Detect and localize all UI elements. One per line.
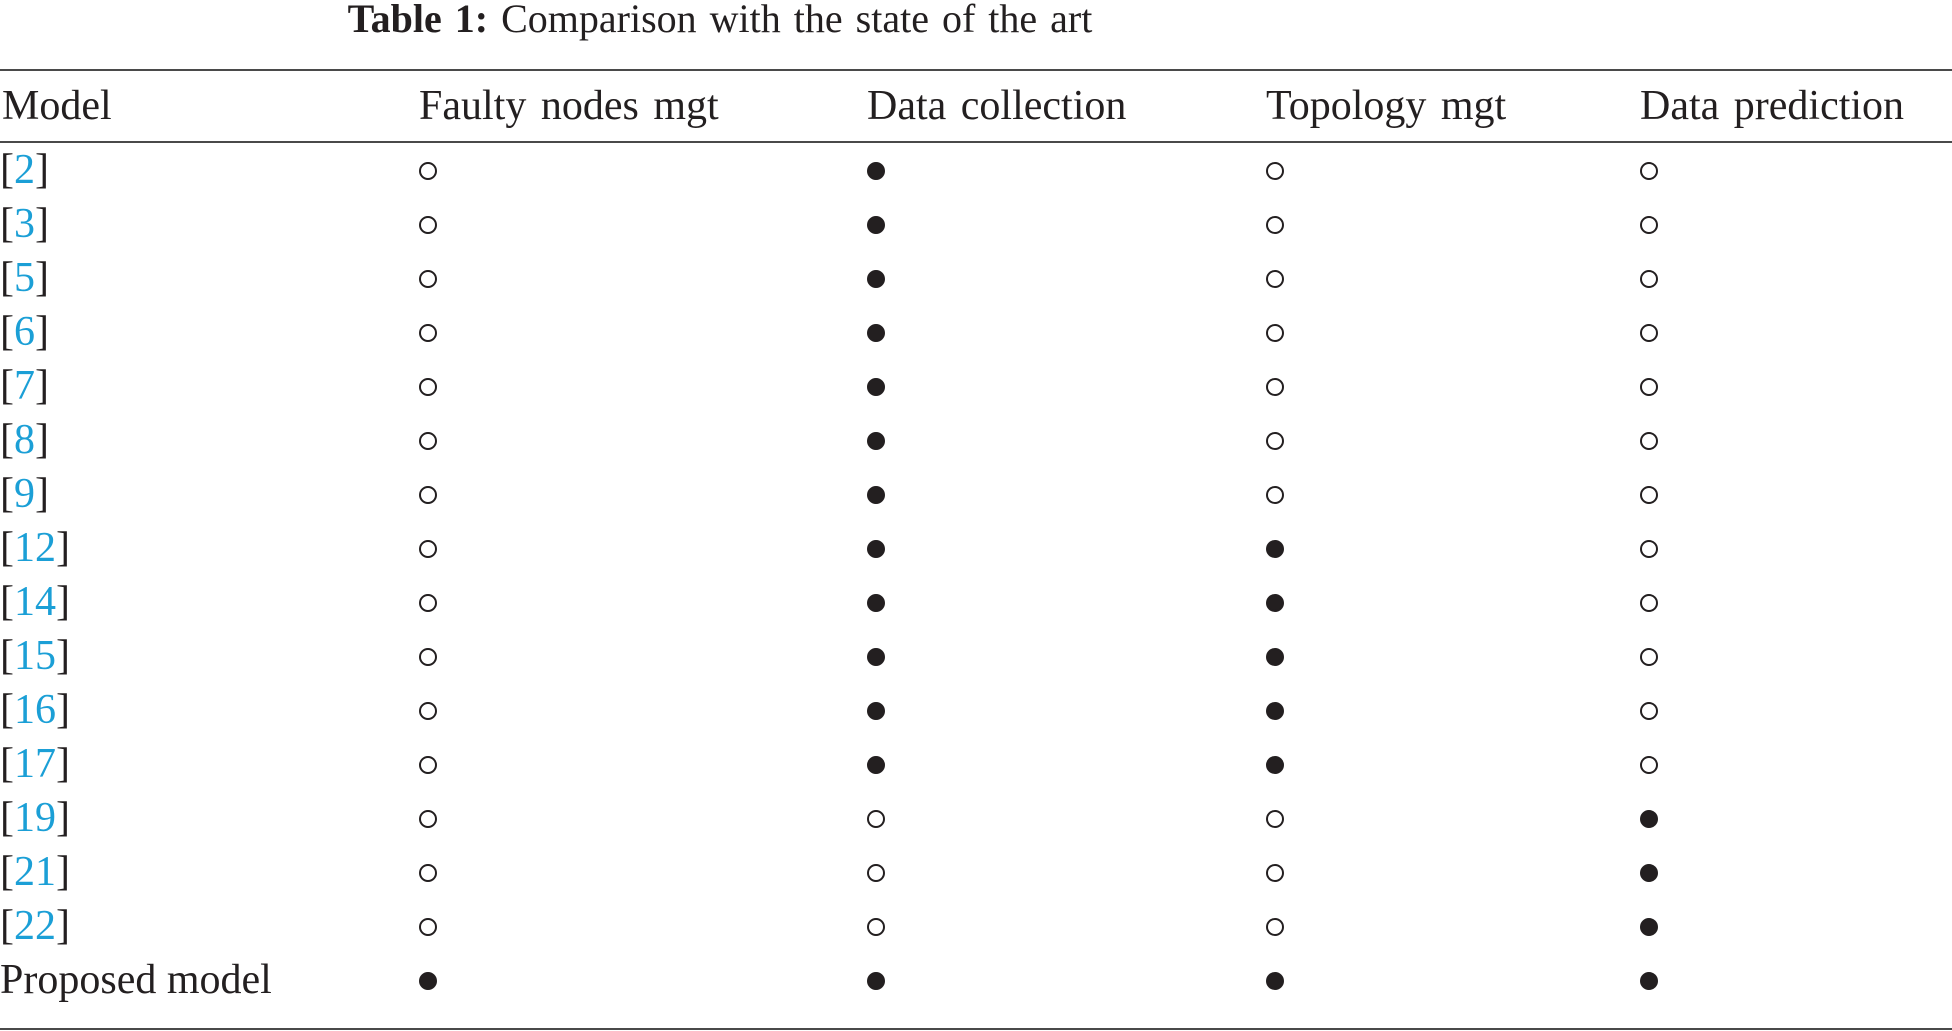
filled-circle-icon — [1266, 702, 1284, 720]
mark-cell — [867, 359, 1266, 413]
mark-cell — [867, 683, 1266, 737]
table-body — [0, 141, 1952, 1007]
open-circle-icon — [1640, 270, 1658, 288]
filled-circle-icon — [1640, 810, 1658, 828]
open-bracket: [ — [0, 579, 14, 625]
close-bracket: ] — [56, 795, 70, 841]
filled-circle-icon — [867, 378, 885, 396]
table-row — [0, 575, 1952, 629]
mark-cell — [419, 737, 867, 791]
filled-circle-icon — [1640, 918, 1658, 936]
open-bracket: [ — [0, 903, 14, 949]
filled-circle-icon — [1640, 864, 1658, 882]
mark-cell — [1266, 737, 1640, 791]
mark-cell — [1640, 251, 1952, 305]
mark-cell — [1266, 305, 1640, 359]
filled-circle-icon — [867, 324, 885, 342]
mark-cell — [419, 359, 867, 413]
mark-cell — [867, 305, 1266, 359]
open-circle-icon — [1640, 324, 1658, 342]
table-row — [0, 737, 1952, 791]
open-bracket: [ — [0, 687, 14, 733]
table-row — [0, 467, 1952, 521]
reference-link[interactable]: 3 — [14, 201, 35, 247]
bottom-rule — [0, 1028, 1952, 1030]
open-circle-icon — [419, 864, 437, 882]
mark-cell — [1640, 413, 1952, 467]
mark-cell — [1266, 413, 1640, 467]
open-circle-icon — [867, 810, 885, 828]
filled-circle-icon — [867, 540, 885, 558]
open-circle-icon — [1266, 378, 1284, 396]
mark-cell — [1640, 953, 1952, 1007]
reference-link[interactable]: 19 — [14, 795, 56, 841]
open-circle-icon — [1266, 162, 1284, 180]
filled-circle-icon — [867, 270, 885, 288]
close-bracket: ] — [35, 147, 49, 193]
filled-circle-icon — [1266, 540, 1284, 558]
table-row — [0, 629, 1952, 683]
open-circle-icon — [1640, 594, 1658, 612]
open-bracket: [ — [0, 417, 14, 463]
mark-cell — [1266, 629, 1640, 683]
table-row — [0, 521, 1952, 575]
caption-label: Table 1: — [347, 0, 489, 41]
filled-circle-icon — [867, 756, 885, 774]
close-bracket: ] — [35, 471, 49, 517]
mark-cell — [1266, 845, 1640, 899]
filled-circle-icon — [867, 648, 885, 666]
mark-cell — [867, 413, 1266, 467]
model-cell — [0, 251, 419, 305]
filled-circle-icon — [1640, 972, 1658, 990]
reference-link[interactable]: 5 — [14, 255, 35, 301]
table-row — [0, 251, 1952, 305]
mark-cell — [419, 791, 867, 845]
open-circle-icon — [419, 540, 437, 558]
mark-cell — [419, 521, 867, 575]
reference-link[interactable]: 8 — [14, 417, 35, 463]
table-row — [0, 683, 1952, 737]
mark-cell — [1266, 683, 1640, 737]
mark-cell — [419, 467, 867, 521]
reference-link[interactable]: 22 — [14, 903, 56, 949]
table-header — [0, 71, 1952, 141]
open-circle-icon — [419, 702, 437, 720]
filled-circle-icon — [867, 216, 885, 234]
mark-cell — [867, 737, 1266, 791]
open-circle-icon — [419, 918, 437, 936]
mark-cell — [1266, 251, 1640, 305]
open-circle-icon — [419, 216, 437, 234]
model-cell — [0, 521, 419, 575]
model-cell — [0, 683, 419, 737]
mark-cell — [1640, 899, 1952, 953]
close-bracket: ] — [56, 849, 70, 895]
open-circle-icon — [1266, 864, 1284, 882]
mark-cell — [1266, 521, 1640, 575]
mark-cell — [1266, 197, 1640, 251]
table-row — [0, 413, 1952, 467]
open-circle-icon — [419, 270, 437, 288]
mark-cell — [867, 791, 1266, 845]
mark-cell — [419, 197, 867, 251]
mark-cell — [419, 575, 867, 629]
open-bracket: [ — [0, 633, 14, 679]
mark-cell — [1266, 359, 1640, 413]
close-bracket: ] — [35, 417, 49, 463]
mark-cell — [1640, 521, 1952, 575]
reference-link[interactable]: 7 — [14, 363, 35, 409]
mark-cell — [1640, 683, 1952, 737]
table-row — [0, 141, 1952, 197]
open-circle-icon — [419, 648, 437, 666]
mark-cell — [867, 899, 1266, 953]
open-bracket: [ — [0, 795, 14, 841]
reference-link[interactable]: 9 — [14, 471, 35, 517]
model-cell — [0, 845, 419, 899]
model-cell — [0, 737, 419, 791]
mark-cell — [1640, 359, 1952, 413]
mark-cell — [867, 629, 1266, 683]
mark-cell — [867, 575, 1266, 629]
open-circle-icon — [1266, 324, 1284, 342]
header-topology-mgt: Topology mgt — [1266, 83, 1507, 129]
open-circle-icon — [419, 594, 437, 612]
model-cell — [0, 953, 419, 1007]
caption-text: Comparison with the state of the art — [501, 0, 1093, 41]
mark-cell — [1266, 899, 1640, 953]
open-bracket: [ — [0, 255, 14, 301]
model-cell — [0, 575, 419, 629]
open-bracket: [ — [0, 201, 14, 247]
open-circle-icon — [1640, 702, 1658, 720]
header-faulty-nodes-mgt: Faulty nodes mgt — [419, 83, 719, 129]
header-model: Model — [2, 83, 112, 129]
open-circle-icon — [1266, 432, 1284, 450]
open-circle-icon — [1266, 216, 1284, 234]
open-circle-icon — [867, 864, 885, 882]
table-row — [0, 305, 1952, 359]
mark-cell — [419, 413, 867, 467]
table-caption — [0, 0, 1440, 40]
filled-circle-icon — [867, 486, 885, 504]
filled-circle-icon — [1266, 972, 1284, 990]
open-circle-icon — [1640, 756, 1658, 774]
mark-cell — [867, 845, 1266, 899]
comparison-table — [0, 71, 1952, 1007]
open-bracket: [ — [0, 471, 14, 517]
mark-cell — [1266, 953, 1640, 1007]
mark-cell — [1640, 141, 1952, 197]
reference-link[interactable]: 6 — [14, 309, 35, 355]
mark-cell — [867, 251, 1266, 305]
close-bracket: ] — [56, 687, 70, 733]
mark-cell — [1266, 575, 1640, 629]
mark-cell — [867, 521, 1266, 575]
mark-cell — [1640, 305, 1952, 359]
reference-link[interactable]: 12 — [14, 525, 56, 571]
open-circle-icon — [419, 486, 437, 504]
open-circle-icon — [419, 378, 437, 396]
close-bracket: ] — [56, 525, 70, 571]
open-circle-icon — [1266, 486, 1284, 504]
model-cell — [0, 629, 419, 683]
table-row — [0, 791, 1952, 845]
mark-cell — [419, 683, 867, 737]
close-bracket: ] — [35, 201, 49, 247]
open-circle-icon — [419, 432, 437, 450]
open-circle-icon — [1640, 432, 1658, 450]
model-cell — [0, 197, 419, 251]
open-circle-icon — [1266, 918, 1284, 936]
close-bracket: ] — [35, 363, 49, 409]
filled-circle-icon — [419, 972, 437, 990]
open-bracket: [ — [0, 363, 14, 409]
close-bracket: ] — [56, 903, 70, 949]
header-row — [0, 71, 1952, 141]
open-circle-icon — [1640, 486, 1658, 504]
filled-circle-icon — [867, 162, 885, 180]
open-circle-icon — [1640, 216, 1658, 234]
mark-cell — [419, 305, 867, 359]
reference-link[interactable]: 21 — [14, 849, 56, 895]
mark-cell — [867, 953, 1266, 1007]
table-row — [0, 899, 1952, 953]
close-bracket: ] — [35, 309, 49, 355]
mark-cell — [867, 141, 1266, 197]
mark-cell — [867, 467, 1266, 521]
open-circle-icon — [1640, 378, 1658, 396]
open-circle-icon — [867, 918, 885, 936]
table-row — [0, 953, 1952, 1007]
open-circle-icon — [1640, 648, 1658, 666]
close-bracket: ] — [56, 741, 70, 787]
filled-circle-icon — [867, 702, 885, 720]
open-bracket: [ — [0, 147, 14, 193]
open-bracket: [ — [0, 525, 14, 571]
mark-cell — [1266, 467, 1640, 521]
reference-link[interactable]: 2 — [14, 147, 35, 193]
mark-cell — [1640, 629, 1952, 683]
table-row — [0, 845, 1952, 899]
open-circle-icon — [419, 324, 437, 342]
mark-cell — [1640, 737, 1952, 791]
open-circle-icon — [419, 162, 437, 180]
mark-cell — [419, 845, 867, 899]
reference-link[interactable]: 17 — [14, 741, 56, 787]
filled-circle-icon — [867, 594, 885, 612]
mark-cell — [1266, 791, 1640, 845]
open-circle-icon — [419, 810, 437, 828]
filled-circle-icon — [1266, 594, 1284, 612]
mark-cell — [419, 953, 867, 1007]
reference-link[interactable]: 16 — [14, 687, 56, 733]
table-row — [0, 359, 1952, 413]
mark-cell — [1640, 575, 1952, 629]
mark-cell — [1640, 791, 1952, 845]
reference-link[interactable]: 14 — [14, 579, 56, 625]
mark-cell — [1640, 467, 1952, 521]
close-bracket: ] — [56, 633, 70, 679]
model-cell — [0, 305, 419, 359]
open-bracket: [ — [0, 849, 14, 895]
mark-cell — [419, 629, 867, 683]
mark-cell — [1266, 141, 1640, 197]
filled-circle-icon — [867, 432, 885, 450]
model-cell — [0, 359, 419, 413]
header-data-prediction: Data prediction — [1640, 83, 1905, 129]
filled-circle-icon — [1266, 648, 1284, 666]
open-bracket: [ — [0, 741, 14, 787]
mark-cell — [419, 141, 867, 197]
model-cell — [0, 467, 419, 521]
header-data-collection: Data collection — [867, 83, 1127, 129]
mark-cell — [867, 197, 1266, 251]
filled-circle-icon — [867, 972, 885, 990]
model-cell — [0, 141, 419, 197]
open-circle-icon — [1640, 540, 1658, 558]
close-bracket: ] — [35, 255, 49, 301]
table-row — [0, 197, 1952, 251]
model-cell — [0, 791, 419, 845]
mark-cell — [419, 899, 867, 953]
open-circle-icon — [1640, 162, 1658, 180]
open-bracket: [ — [0, 309, 14, 355]
model-cell — [0, 899, 419, 953]
model-label: Proposed model — [0, 957, 272, 1003]
mark-cell — [1640, 845, 1952, 899]
open-circle-icon — [419, 756, 437, 774]
filled-circle-icon — [1266, 756, 1284, 774]
mark-cell — [1640, 197, 1952, 251]
open-circle-icon — [1266, 810, 1284, 828]
mark-cell — [419, 251, 867, 305]
reference-link[interactable]: 15 — [14, 633, 56, 679]
close-bracket: ] — [56, 579, 70, 625]
open-circle-icon — [1266, 270, 1284, 288]
model-cell — [0, 413, 419, 467]
